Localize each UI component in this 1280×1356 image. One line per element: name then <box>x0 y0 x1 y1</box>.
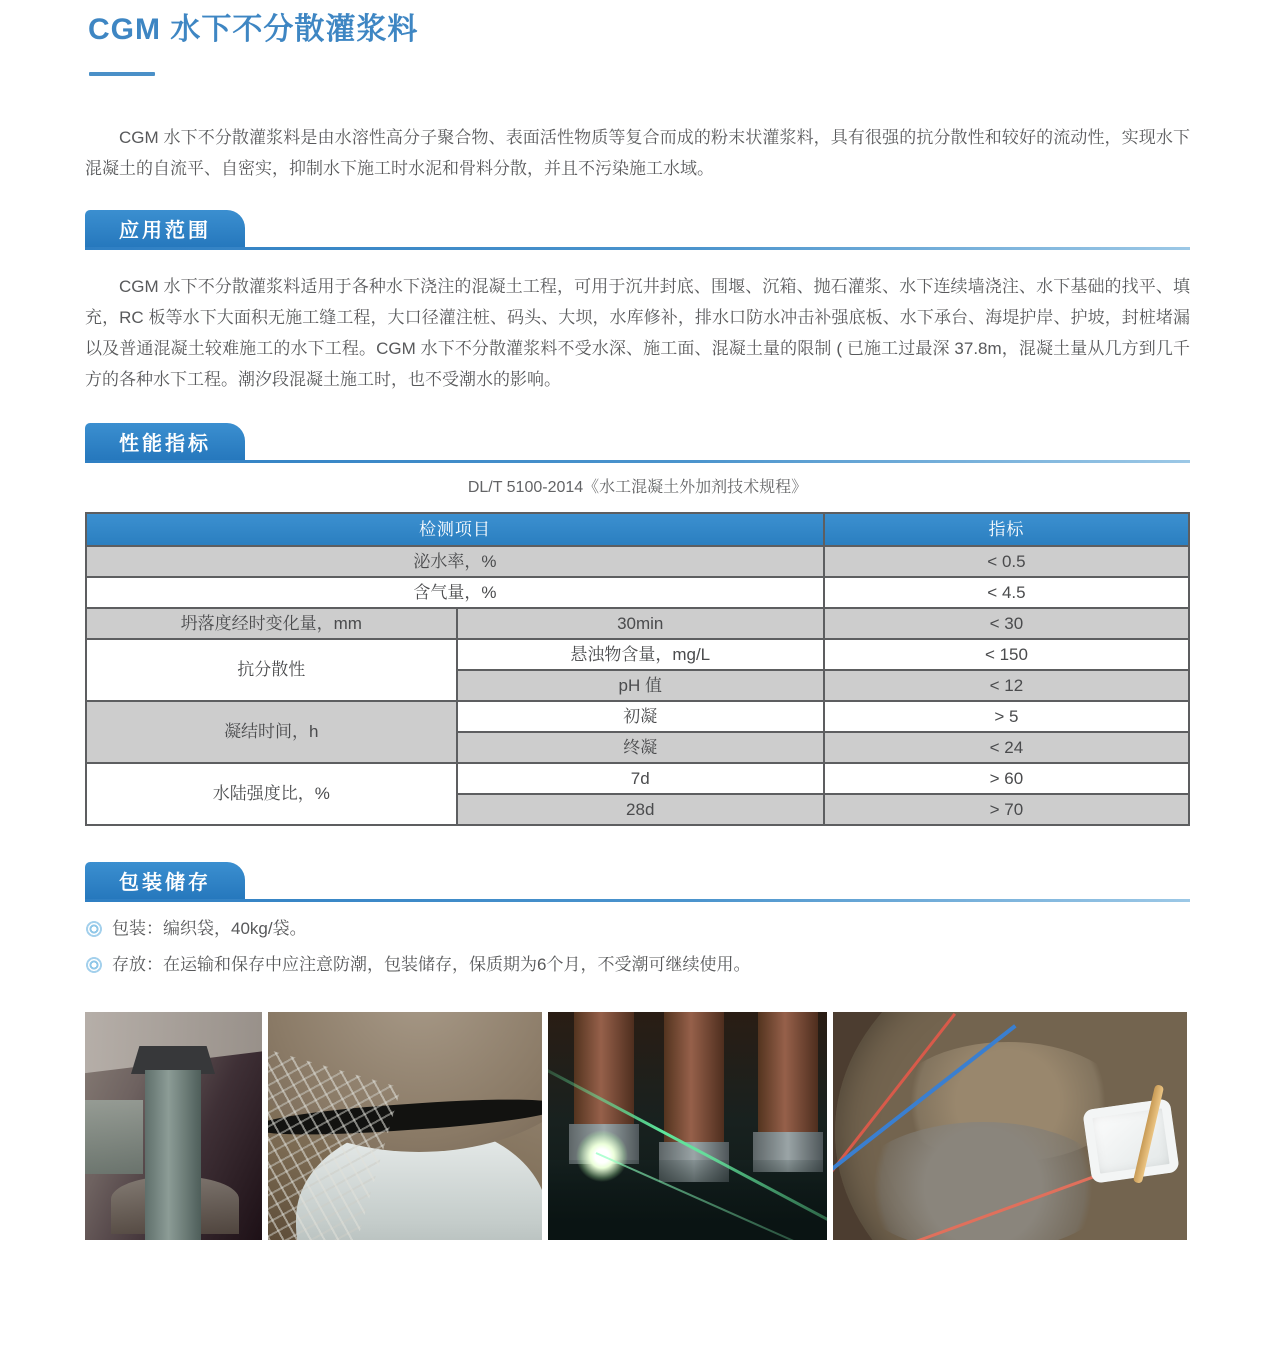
photo-night-piers-laser <box>548 1012 827 1240</box>
cell-slump-label: 坍落度经时变化量，mm <box>86 608 457 639</box>
packaging-list <box>85 915 1190 978</box>
cell-dispersion-sub2: pH 值 <box>457 670 824 701</box>
table-row <box>86 763 1189 794</box>
section-divider <box>85 460 1190 463</box>
cell-setting-value1: > 5 <box>824 701 1189 732</box>
title-underline <box>89 72 155 76</box>
cell-strength-label: 水陆强度比，% <box>86 763 457 825</box>
cell-dispersion-value2: < 12 <box>824 670 1189 701</box>
cell-air-value: < 4.5 <box>824 577 1189 608</box>
cell-air-label: 含气量，% <box>86 577 824 608</box>
section-badge-performance: 性能指标 <box>85 423 245 460</box>
datasheet-page <box>0 12 1280 1340</box>
cell-strength-sub1: 7d <box>457 763 824 794</box>
list-item <box>86 951 1190 978</box>
photo-underwater-pier-column <box>85 1012 262 1240</box>
performance-table <box>85 512 1190 826</box>
application-paragraph: CGM 水下不分散灌浆料适用于各种水下浇注的混凝土工程，可用于沉井封底、围堰、沉箱、抛石灌浆、水下连续墙浇注、水下基础的找平、填充，RC 板等水下大面积无施工缝工程，大口径灌注桩、码头、大坝，水库修补，排水口防水冲击补强底板、水下承台、海堤护岸、护坡，封桩堵漏以及普通混凝土较难施工的水下工程。CGM 水下不分散灌浆料不受水深、施工面、混凝土量的限制 ( 已施工过最深 37.8m，混凝土量从几方到几千方的各种水下工程。潮汐段混凝土施工时，也不受潮水的影响。 <box>85 277 1190 389</box>
section-packaging <box>85 862 1190 978</box>
cell-setting-sub1: 初凝 <box>457 701 824 732</box>
cell-bleeding-value: < 0.5 <box>824 546 1189 577</box>
photo-shape <box>1082 1098 1179 1184</box>
ring-bullet-icon <box>86 921 102 937</box>
section-performance <box>85 423 1190 826</box>
cell-bleeding-label: 泌水率，% <box>86 546 824 577</box>
cell-strength-sub2: 28d <box>457 794 824 825</box>
packaging-item-text: 存放：在运输和保存中应注意防潮，包装储存，保质期为6个月，不受潮可继续使用。 <box>112 955 751 974</box>
packaging-item-text: 包装：编织袋，40kg/袋。 <box>112 919 307 938</box>
ring-bullet-icon <box>86 957 102 973</box>
cell-setting-sub2: 终凝 <box>457 732 824 763</box>
photo-shape <box>758 1012 818 1138</box>
cell-strength-value2: > 70 <box>824 794 1189 825</box>
table-row <box>86 546 1189 577</box>
intro-paragraph: CGM 水下不分散灌浆料是由水溶性高分子聚合物、表面活性物质等复合而成的粉末状灌浆料，具有很强的抗分散性和较好的流动性，实现水下混凝土的自流平、自密实，抑制水下施工时水泥和骨料分散，并且不污染施工水域。 <box>85 128 1190 178</box>
section-badge-application: 应用范围 <box>85 210 245 247</box>
table-row <box>86 701 1189 732</box>
cell-setting-label: 凝结时间，h <box>86 701 457 763</box>
section-divider <box>85 247 1190 250</box>
photo-strip <box>85 1012 1190 1240</box>
photo-shape <box>664 1012 724 1148</box>
section-application <box>85 210 1190 395</box>
cell-dispersion-label: 抗分散性 <box>86 639 457 701</box>
table-row <box>86 608 1189 639</box>
list-item <box>86 915 1190 942</box>
photo-pier-base-closeup <box>268 1012 542 1240</box>
table-header-row <box>86 513 1189 546</box>
table-row <box>86 639 1189 670</box>
cell-strength-value1: > 60 <box>824 763 1189 794</box>
section-divider <box>85 899 1190 902</box>
table-header-item: 检测项目 <box>86 513 824 546</box>
cell-slump-sub: 30min <box>457 608 824 639</box>
cell-dispersion-value1: < 150 <box>824 639 1189 670</box>
standard-reference: DL/T 5100-2014《水工混凝土外加剂技术规程》 <box>467 479 808 496</box>
photo-shape <box>85 1100 143 1174</box>
photo-shape <box>145 1070 201 1240</box>
page-title: CGM 水下不分散灌浆料 <box>88 13 419 46</box>
table-row <box>86 577 1189 608</box>
cell-slump-value: < 30 <box>824 608 1189 639</box>
photo-cofferdam-mud-pit <box>833 1012 1187 1240</box>
cell-setting-value2: < 24 <box>824 732 1189 763</box>
section-badge-packaging: 包装储存 <box>85 862 245 899</box>
table-header-index: 指标 <box>824 513 1189 546</box>
cell-dispersion-sub1: 悬浊物含量，mg/L <box>457 639 824 670</box>
